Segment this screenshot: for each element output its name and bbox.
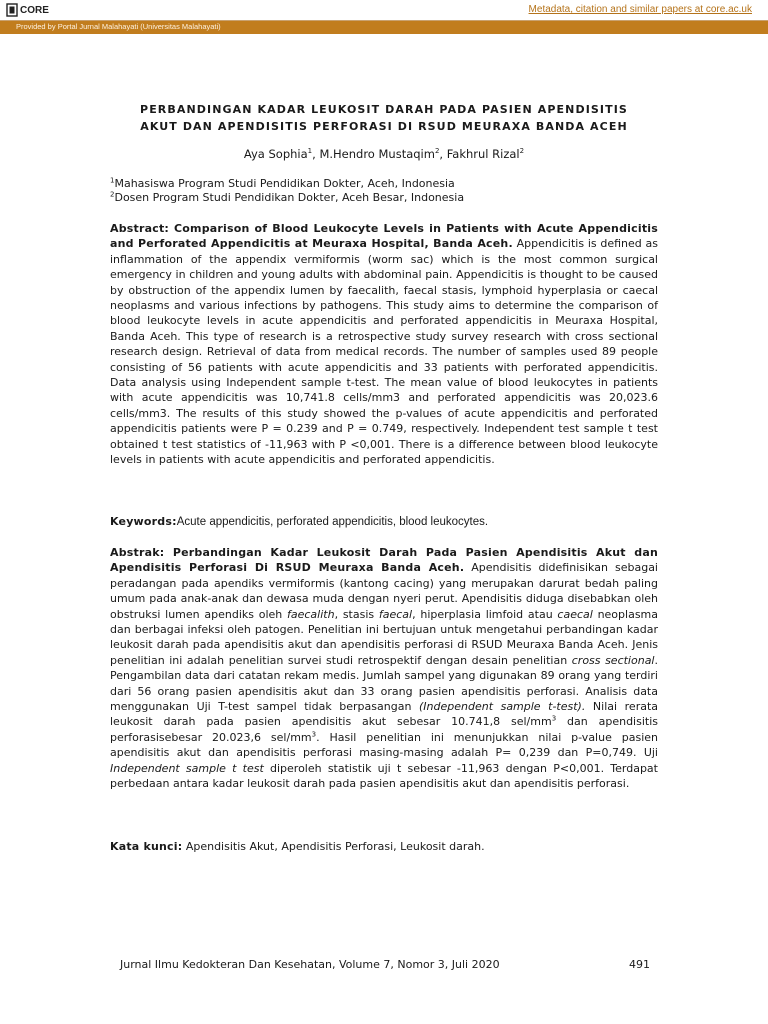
footer-page-number: 491: [629, 958, 650, 971]
affiliation-text: Mahasiswa Program Studi Pendidikan Dokter, Aceh, Indonesia: [114, 177, 455, 190]
abstract-id-italic: faecal: [378, 607, 413, 621]
author-name: Aya Sophia: [243, 147, 308, 161]
abstract-id-italic: Independent sample t test: [110, 761, 264, 775]
affiliation-sup: 2: [110, 190, 115, 199]
abstract-en-body: Appendicitis is defined as inflammation of the appendix vermiformis (worm sac) which is the most common surgical emergency in children and young adults with abdominal pain. Appendicitis is thought to be caused by obstruction of the appendix lumen by faecalith, faecal stasis, lymphoid hyperplasia or caecal neoplasms and various infections by pathogens. This study aims to determine the comparison of blood leukocyte levels in acute appendicitis and perforated appendicitis in Meuraxa Hospital, Banda Aceh. This type of research is a retrospective study survey research with cross sectional research design. Retrieval of data from medical records. The number of samples used 89 people consisting of 56 patients with acute appendicitis and 33 patients with perforated appendicitis. Data analysis using Independent sample t-test. The mean value of blood leukocytes in patients with acute appendicitis was 10,741.8 cells/mm3 and perforated appendicitis was 20,023.6 cells/mm3. The results of this study showed the p-values of acute appendicitis and perforated appendicitis patients were P = 0.239 and P = 0.749, respectively. Independent test sample t test obtained t test statistics of -11,963 with P <0,001. There is a difference between blood leukocyte levels in patients with acute appendicitis and perforated appendicitis.: [110, 237, 659, 467]
abstract-id-text: , hiperplasia limfoid atau: [412, 607, 558, 621]
abstract-id-text: . Pengambilan data dari catatan rekam medis. Jumlah sampel yang digunakan 89 orang yang terdiri dari 56 orang pasien apendisitis akut dan 33 orang pasien apendisitis perforasi. Analisis data menggunakan Uji T-test sampel tidak berpasangan: [110, 653, 658, 714]
core-provided-by: Provided by Portal Jurnal Malahayati (Universitas Malahayati): [16, 22, 221, 31]
abstract-id-italic: (Independent sample t-test).: [419, 700, 586, 714]
title-line-2: AKUT DAN APENDISITIS PERFORASI DI RSUD MEURAXA BANDA ACEH: [140, 120, 628, 133]
keywords-id-label: Kata kunci:: [110, 840, 183, 853]
author-sup: 2: [519, 147, 525, 156]
abstract-english: [110, 221, 658, 468]
abstract-id-sup: 3: [551, 714, 557, 723]
keywords-en-value: Acute appendicitis, perforated appendicitis, blood leukocytes.: [176, 516, 489, 528]
title-line-1: PERBANDINGAN KADAR LEUKOSIT DARAH PADA PASIEN APENDISITIS: [140, 103, 628, 116]
abstract-id-italic: caecal: [557, 607, 593, 621]
paper-title: [60, 101, 708, 135]
author-name: M.Hendro Mustaqim: [319, 147, 435, 161]
abstract-id-italic: faecalith: [287, 607, 335, 621]
affiliation-sup: 1: [110, 176, 115, 185]
affiliation-2: [110, 191, 670, 205]
core-logo-text: CORE: [20, 4, 49, 16]
abstract-id-heading: Abstrak: Perbandingan Kadar Leukosit Darah Pada Pasien Apendisitis Akut dan Apendisitis Perforasi Di RSUD Meuraxa Banda Aceh.: [110, 546, 658, 575]
keywords-english: [110, 514, 658, 530]
abstract-en-heading: Abstract: Comparison of Blood Leukocyte Levels in Patients with Acute Appendicitis and Perforated Appendicitis at Meuraxa Hospital, Banda Aceh.: [110, 222, 658, 251]
abstract-id-text: , stasis: [334, 607, 379, 621]
abstract-id-text: diperoleh statistik uji t sebesar -11,963 dengan P<0,001. Terdapat perbedaan antara kadar leukosit darah pada pasien apendisitis akut dan apendisitis perforasi.: [110, 761, 658, 791]
abstract-id-sup: 3: [311, 730, 317, 739]
author-name: Fakhrul Rizal: [446, 147, 520, 161]
footer-journal-info: Jurnal Ilmu Kedokteran Dan Kesehatan, Volume 7, Nomor 3, Juli 2020: [120, 958, 500, 971]
core-logo[interactable]: [6, 2, 49, 18]
abstract-id-text: Nilai rerata leukosit darah pada pasien apendisitis akut sebesar 10.741,8 sel/mm: [110, 700, 659, 729]
author-sup: 1: [307, 147, 313, 156]
affiliation-text: Dosen Program Studi Pendidikan Dokter, Aceh Besar, Indonesia: [114, 191, 465, 204]
abstract-id-text: neoplasma dan berbagai infeksi oleh patogen. Penelitian ini bertujuan untuk mengetahui perbandingan kadar leukosit darah pada apendisitis akut dan apendisitis perforasi di RSUD Meuraxa Banda Aceh. Jenis penelitian ini adalah penelitian survei studi retrospektif dengan desain penelitian: [110, 607, 659, 667]
core-metadata-link[interactable]: Metadata, citation and similar papers at core.ac.uk: [528, 4, 752, 15]
keywords-indonesian: [110, 839, 658, 854]
affiliation-1: [110, 177, 670, 191]
core-provider-bar: [0, 21, 768, 34]
abstract-id-text: . Hasil penelitian ini menunjukkan nilai p-value pasien apendisitis akut dan apendisitis perforasi masing-masing adalah P= 0,239 dan P=0,749. Uji: [110, 730, 658, 760]
author-sup: 2: [434, 147, 440, 156]
keywords-en-label: Keywords:: [110, 515, 177, 528]
core-logo-icon: [6, 3, 18, 17]
core-header: [0, 0, 768, 21]
author-list: Aya Sophia$^1$, M.Hendro Mustaqim$^2$, Fakhrul Rizal$^2$: [243, 147, 525, 161]
abstract-id-text: dan apendisitis perforasisebesar 20.023,6 sel/mm: [110, 715, 659, 744]
keywords-id-value: Apendisitis Akut, Apendisitis Perforasi, Leukosit darah.: [182, 840, 485, 853]
abstract-id-text: Apendisitis didefinisikan sebagai peradangan pada apendiks vermiformis (kantong cacing) yang merupakan darurat bedah paling umum pada anak-anak dan dewasa muda dengan nyeri perut. Apendisitis diduga disebabkan oleh obstruksi lumen apendiks oleh: [110, 561, 658, 621]
abstract-id-italic: cross sectional: [571, 653, 655, 667]
abstract-indonesian: [110, 545, 658, 792]
